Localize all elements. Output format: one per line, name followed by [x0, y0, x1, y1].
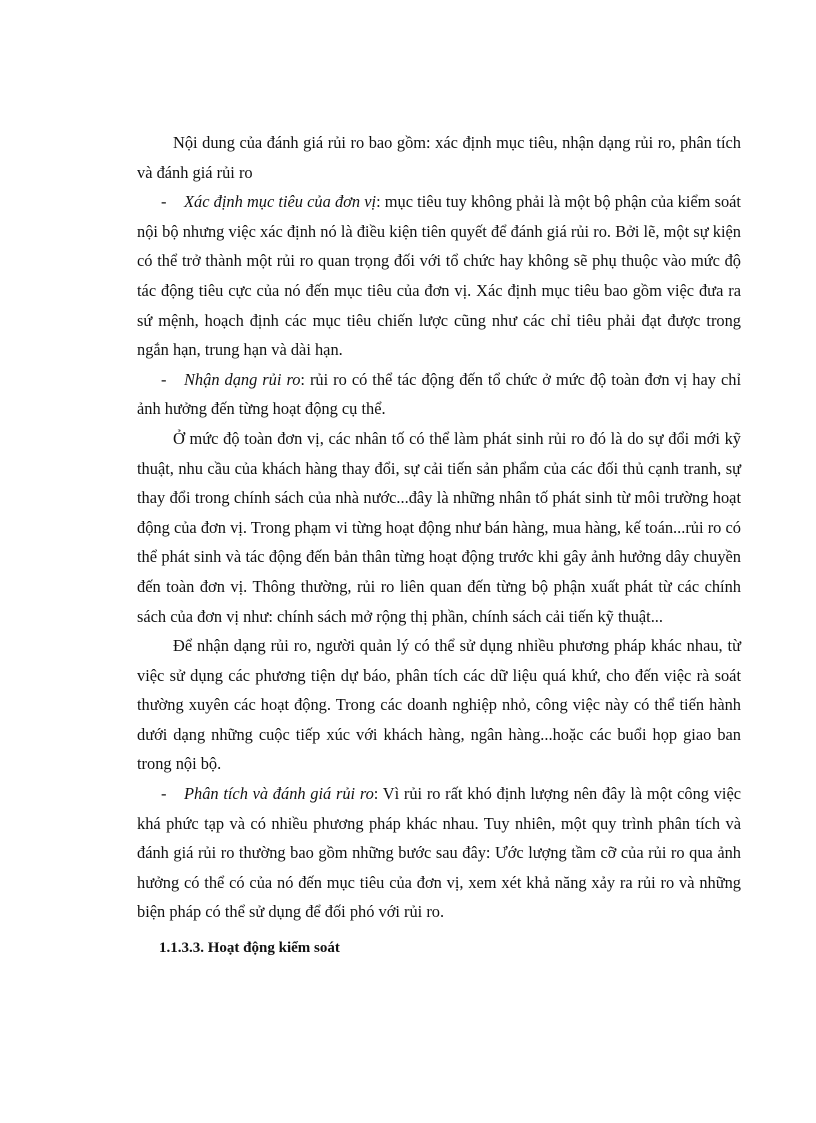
bullet-term-risk-identification: Nhận dạng rủi ro: [184, 369, 301, 389]
bullet-dash: -: [161, 784, 167, 804]
bullet-text-objectives: : mục tiêu tuy không phải là một bộ phận của kiểm soát nội bộ nhưng việc xác định nó là điều kiện tiên quyết để đánh giá rủi ro. Bởi lẽ, một sự kiện có thể trở thành một rủi ro quan trọng đối với tổ chức hay không sẽ phụ thuộc vào mức độ tác động tiêu cực của nó đến mục tiêu của đơn vị. Xác định mục tiêu bao gồm việc đưa ra sứ mệnh, hoạch định các mục tiêu chiến lược cũng như các chỉ tiêu phải đạt được trong ngắn hạn, trung hạn và dài hạn.: [137, 192, 741, 360]
section-heading: 1.1.3.3. Hoạt động kiểm soát: [159, 940, 340, 957]
bullet-dash: -: [161, 369, 167, 389]
bullet-risk-identification: [137, 365, 741, 424]
bullet-text-risk-identification: : rủi ro có thể tác động đến tổ chức ở mức độ toàn đơn vị hay chỉ ảnh hưởng đến từng hoạt động cụ thể.: [137, 369, 741, 419]
page-body: [137, 128, 741, 964]
intro-paragraph: Nội dung của đánh giá rủi ro bao gồm: xác định mục tiêu, nhận dạng rủi ro, phân tích và đánh giá rủi ro: [137, 133, 741, 182]
bullet-term-risk-analysis: Phân tích và đánh giá rủi ro: [184, 784, 374, 804]
entity-level-paragraph: Ở mức độ toàn đơn vị, các nhân tố có thể làm phát sinh rủi ro đó là do sự đổi mới kỹ thuật, nhu cầu của khách hàng thay đổi, sự cải tiến sản phẩm của các đối thủ cạnh tranh, sự thay đổi trong chính sách của nhà nước...đây là những nhân tố phát sinh từ môi trường hoạt động của đơn vị. Trong phạm vi từng hoạt động như bán hàng, mua hàng, kế toán...rủi ro có thể phát sinh và tác động đến bản thân từng hoạt động trước khi gây ảnh hưởng dây chuyền đến toàn đơn vị. Thông thường, rủi ro liên quan đến từng bộ phận xuất phát từ các chính sách của đơn vị như: chính sách mở rộng thị phần, chính sách cải tiến kỹ thuật...: [137, 428, 741, 626]
bullet-dash: -: [161, 192, 167, 212]
bullet-term-objectives: Xác định mục tiêu của đơn vị: [184, 192, 377, 212]
bullet-text-risk-analysis: : Vì rủi ro rất khó định lượng nên đây là một công việc khá phức tạp và có nhiều phương pháp khác nhau. Tuy nhiên, một quy trình phân tích và đánh giá rủi ro thường bao gồm những bước sau đây: Ước lượng tầm cỡ của rủi ro qua ảnh hưởng có thể có của nó đến mục tiêu của đơn vị, xem xét khả năng xảy ra rủi ro và những biện pháp có thể sử dụng để đối phó với rủi ro.: [137, 784, 741, 922]
bullet-risk-analysis: [137, 779, 741, 927]
identification-methods-paragraph: Để nhận dạng rủi ro, người quản lý có thể sử dụng nhiều phương pháp khác nhau, từ việc sử dụng các phương tiện dự báo, phân tích các dữ liệu quá khứ, cho đến việc rà soát thường xuyên các hoạt động. Trong các doanh nghiệp nhỏ, công việc này có thể tiến hành dưới dạng những cuộc tiếp xúc với khách hàng, ngân hàng...hoặc các buổi họp giao ban trong nội bộ.: [137, 636, 741, 774]
bullet-objectives: [137, 187, 741, 365]
